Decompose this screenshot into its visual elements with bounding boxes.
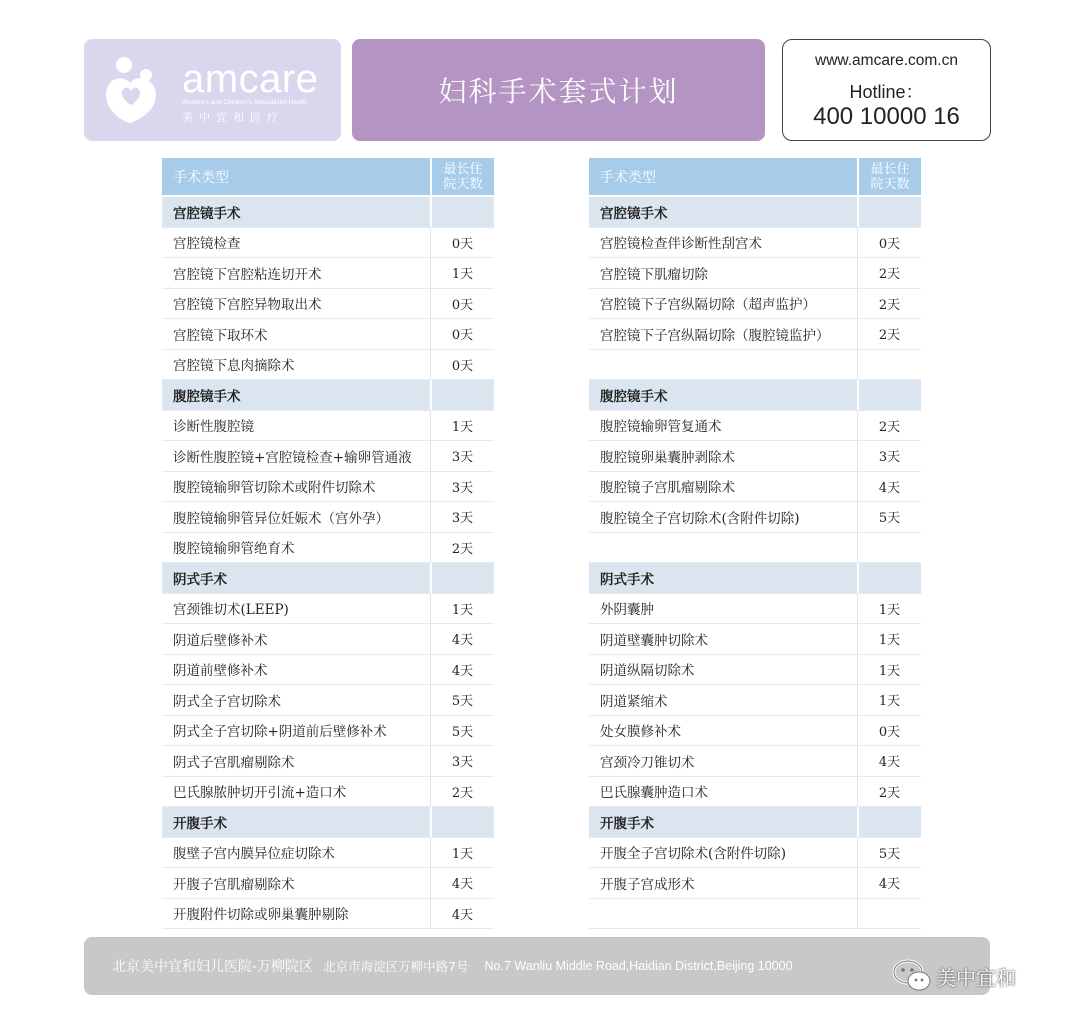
table-row [162, 441, 494, 472]
website-text: www.amcare.com.cn [815, 52, 958, 69]
section-title: 阴式手术 [600, 571, 654, 588]
surgery-name: 宫腔镜检查伴诊断性刮宫术 [600, 236, 762, 253]
max-stay-days: 1天 [857, 685, 921, 715]
max-stay-days: 5天 [430, 716, 494, 746]
max-stay-days: 4天 [857, 868, 921, 898]
max-stay-days: 0天 [430, 319, 494, 349]
section-title: 宫腔镜手术 [600, 205, 668, 222]
table-row [589, 472, 921, 503]
footer-address-cn: 北京市海淀区万柳中路7号 [323, 959, 469, 974]
surgery-name: 宫颈锥切术(LEEP) [173, 602, 289, 619]
section-title: 腹腔镜手术 [600, 388, 668, 405]
mother-child-heart-icon [100, 55, 162, 125]
header-max-stay-line1: 最长住 [443, 161, 483, 177]
surgery-name: 阴道紧缩术 [600, 693, 668, 710]
brand-name: amcare [182, 57, 319, 101]
max-stay-days [857, 380, 921, 410]
surgery-name: 宫腔镜下取环术 [173, 327, 268, 344]
max-stay-days [857, 899, 921, 929]
max-stay-days: 1天 [430, 838, 494, 868]
max-stay-days [857, 563, 921, 593]
table-row [162, 502, 494, 533]
max-stay-days: 3天 [857, 441, 921, 471]
surgery-name: 处女膜修补术 [600, 724, 681, 741]
table-row [162, 472, 494, 503]
table-row [162, 685, 494, 716]
section-title: 宫腔镜手术 [173, 205, 241, 222]
surgery-name: 阴道后壁修补术 [173, 632, 268, 649]
table-row [589, 746, 921, 777]
surgery-table-right [589, 158, 921, 929]
brand-logo [84, 39, 341, 141]
table-row [162, 594, 494, 625]
table-row [589, 411, 921, 442]
section-row [589, 807, 921, 838]
surgery-name: 阴式全子宫切除术 [173, 693, 281, 710]
wechat-account-name: 美中宜和 [936, 965, 1016, 990]
table-row [162, 655, 494, 686]
footer-address-en: No.7 Wanliu Middle Road,Haidian District,Beijing 10000 [484, 959, 793, 973]
section-title: 阴式手术 [173, 571, 227, 588]
surgery-name: 宫腔镜下宫腔粘连切开术 [173, 266, 322, 283]
surgery-name: 腹腔镜输卵管复通术 [600, 419, 722, 436]
brand-subtitle-en: Women's and Children's Specialized Health [182, 99, 308, 106]
max-stay-days: 5天 [430, 685, 494, 715]
max-stay-days [857, 350, 921, 380]
surgery-name [589, 899, 857, 929]
table-row [589, 502, 921, 533]
surgery-name: 腹腔镜卵巢囊肿剥除术 [600, 449, 735, 466]
table-row [589, 838, 921, 869]
surgery-table-left [162, 158, 494, 929]
max-stay-days: 1天 [857, 624, 921, 654]
surgery-name: 宫腔镜下息肉摘除术 [173, 358, 295, 375]
surgery-name: 诊断性腹腔镜+宫腔镜检查+输卵管通液 [173, 449, 412, 466]
surgery-name: 阴道前壁修补术 [173, 663, 268, 680]
max-stay-days: 0天 [430, 228, 494, 258]
surgery-name [589, 533, 857, 563]
hotline-number: 400 10000 16 [813, 103, 960, 130]
section-row [589, 563, 921, 594]
table-row [589, 533, 921, 564]
table-row [589, 594, 921, 625]
max-stay-days: 0天 [430, 350, 494, 380]
surgery-name: 外阴囊肿 [600, 602, 654, 619]
page-title: 妇科手术套式计划 [438, 75, 679, 108]
max-stay-days: 4天 [430, 624, 494, 654]
surgery-name: 宫颈冷刀锥切术 [600, 754, 695, 771]
header-surgery-type: 手术类型 [173, 169, 229, 186]
table-row [162, 228, 494, 259]
surgery-name: 腹壁子宫内膜异位症切除术 [173, 846, 335, 863]
max-stay-days: 2天 [857, 289, 921, 319]
table-row [589, 350, 921, 381]
surgery-name: 开腹子宫肌瘤剔除术 [173, 876, 295, 893]
table-row [589, 319, 921, 350]
section-row [162, 563, 494, 594]
surgery-name: 阴式子宫肌瘤剔除术 [173, 754, 295, 771]
table-header [589, 158, 921, 197]
section-row [589, 380, 921, 411]
section-row [162, 380, 494, 411]
table-row [162, 716, 494, 747]
max-stay-days: 3天 [430, 472, 494, 502]
surgery-name: 宫腔镜检查 [173, 236, 241, 253]
header-max-stay [857, 158, 921, 195]
surgery-name: 腹腔镜输卵管异位妊娠术（宫外孕） [173, 510, 389, 527]
surgery-name: 宫腔镜下肌瘤切除 [600, 266, 708, 283]
max-stay-days: 3天 [430, 441, 494, 471]
table-header [162, 158, 494, 197]
section-row [162, 197, 494, 228]
max-stay-days: 2天 [857, 411, 921, 441]
surgery-name [589, 350, 857, 380]
table-row [162, 624, 494, 655]
max-stay-days: 4天 [430, 899, 494, 929]
surgery-name: 阴式全子宫切除+阴道前后壁修补术 [173, 724, 387, 741]
surgery-name: 阴道纵隔切除术 [600, 663, 695, 680]
surgery-name: 腹腔镜全子宫切除术(含附件切除) [600, 510, 800, 527]
footer-hospital-name: 北京美中宜和妇儿医院-万柳院区 [112, 959, 314, 975]
surgery-name: 宫腔镜下子宫纵隔切除（腹腔镜监护） [600, 327, 830, 344]
section-title: 腹腔镜手术 [173, 388, 241, 405]
max-stay-days [430, 197, 494, 227]
table-row [589, 899, 921, 930]
section-row [589, 197, 921, 228]
max-stay-days: 2天 [857, 319, 921, 349]
header-max-stay-line2: 院天数 [443, 176, 483, 192]
table-row [162, 350, 494, 381]
title-banner [352, 39, 765, 141]
surgery-name: 阴道壁囊肿切除术 [600, 632, 708, 649]
table-row [162, 777, 494, 808]
max-stay-days [857, 533, 921, 563]
surgery-name: 开腹附件切除或卵巢囊肿剔除 [173, 907, 349, 924]
surgery-name: 巴氏腺囊肿造口术 [600, 785, 708, 802]
table-row [589, 441, 921, 472]
table-row [589, 228, 921, 259]
max-stay-days: 1天 [857, 594, 921, 624]
surgery-name: 宫腔镜下宫腔异物取出术 [173, 297, 322, 314]
surgery-name: 开腹全子宫切除术(含附件切除) [600, 846, 787, 863]
table-row [162, 746, 494, 777]
max-stay-days [430, 807, 494, 837]
table-row [162, 868, 494, 899]
table-row [589, 258, 921, 289]
table-row [589, 289, 921, 320]
max-stay-days: 4天 [430, 868, 494, 898]
header-max-stay-line2: 院天数 [870, 176, 910, 192]
max-stay-days: 1天 [430, 258, 494, 288]
max-stay-days: 2天 [857, 258, 921, 288]
section-title: 开腹手术 [173, 815, 227, 832]
table-row [589, 716, 921, 747]
max-stay-days: 1天 [430, 594, 494, 624]
brand-subtitle-cn: 美中宜和医疗 [182, 111, 284, 124]
max-stay-days: 0天 [857, 228, 921, 258]
table-row [162, 319, 494, 350]
table-row [162, 838, 494, 869]
table-row [162, 899, 494, 930]
table-row [162, 289, 494, 320]
max-stay-days [430, 380, 494, 410]
surgery-name: 腹腔镜子宫肌瘤剔除术 [600, 480, 735, 497]
table-row [589, 685, 921, 716]
table-row [162, 411, 494, 442]
max-stay-days: 0天 [857, 716, 921, 746]
table-row [589, 777, 921, 808]
surgery-name: 巴氏腺脓肿切开引流+造口术 [173, 785, 347, 802]
max-stay-days: 5天 [857, 502, 921, 532]
max-stay-days: 5天 [857, 838, 921, 868]
header-surgery-type: 手术类型 [600, 169, 656, 186]
max-stay-days: 1天 [857, 655, 921, 685]
wechat-icon [892, 958, 932, 994]
header-max-stay [430, 158, 494, 195]
max-stay-days: 2天 [430, 777, 494, 807]
table-row [162, 258, 494, 289]
table-row [589, 655, 921, 686]
surgery-name: 腹腔镜输卵管绝育术 [173, 541, 295, 558]
max-stay-days [430, 563, 494, 593]
table-row [589, 868, 921, 899]
surgery-name: 宫腔镜下子宫纵隔切除（超声监护） [600, 297, 816, 314]
footer-bar [84, 937, 990, 995]
max-stay-days: 4天 [430, 655, 494, 685]
max-stay-days: 0天 [430, 289, 494, 319]
hotline-label: Hotline： [849, 82, 924, 102]
max-stay-days [857, 807, 921, 837]
table-row [162, 533, 494, 564]
max-stay-days: 3天 [430, 746, 494, 776]
header-max-stay-line1: 最长住 [870, 161, 910, 177]
wechat-watermark [892, 958, 1016, 994]
max-stay-days: 2天 [430, 533, 494, 563]
max-stay-days: 3天 [430, 502, 494, 532]
surgery-name: 腹腔镜输卵管切除术或附件切除术 [173, 480, 376, 497]
section-title: 开腹手术 [600, 815, 654, 832]
table-row [589, 624, 921, 655]
max-stay-days: 4天 [857, 746, 921, 776]
max-stay-days: 2天 [857, 777, 921, 807]
max-stay-days: 4天 [857, 472, 921, 502]
max-stay-days: 1天 [430, 411, 494, 441]
contact-box [782, 39, 991, 141]
max-stay-days [857, 197, 921, 227]
surgery-name: 诊断性腹腔镜 [173, 419, 254, 436]
surgery-name: 开腹子宫成形术 [600, 876, 695, 893]
section-row [162, 807, 494, 838]
